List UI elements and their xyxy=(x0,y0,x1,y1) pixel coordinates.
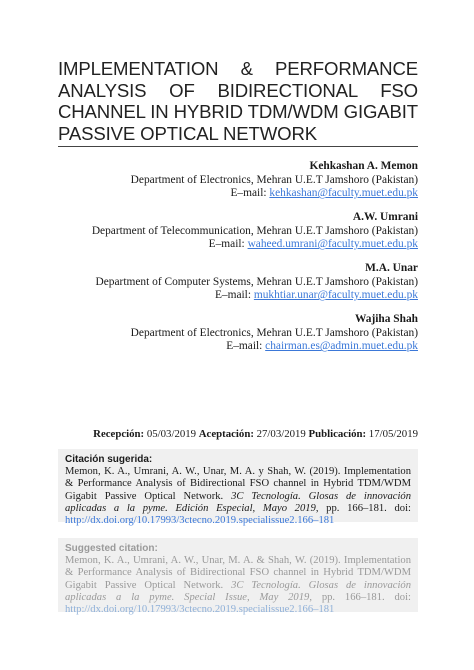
author-department: Department of Electronics, Mehran U.E.T Jamshoro (Pakistan) xyxy=(130,326,418,339)
citation-doi-link[interactable]: http://dx.doi.org/10.17993/3ctecno.2019.specialissue2.166–181 xyxy=(65,515,335,527)
accepted-date: 27/03/2019 xyxy=(253,428,309,440)
citation-box-english xyxy=(58,538,418,616)
author-email-link[interactable]: chairman.es@admin.muet.edu.pk xyxy=(265,340,418,353)
email-label: E–mail: xyxy=(208,238,248,251)
received-label: Recepción: xyxy=(93,428,145,440)
title-line-1: IMPLEMENTATION & PERFORMANCE xyxy=(58,58,418,79)
author-department: Department of Computer Systems, Mehran U.E.T Jamshoro (Pakistan) xyxy=(95,275,418,288)
title-line-3: CHANNEL IN HYBRID TDM/WDM GIGABIT xyxy=(58,101,418,122)
citation-authors-title: Memon, K. A., Umrani, A. W., Unar, M. A. & Shah, W. (2019). Implementation & Performance Analysis of Bidirectional FSO channel in Hybrid TDM/WDM Gigabit Passive Optical Network. xyxy=(65,555,411,591)
author-email-line xyxy=(131,187,418,201)
citation-authors-title: Memon, K. A., Umrani, A. W., Unar, M. A. y Shah, W. (2019). Implementation & Performance Analysis of Bidirectional FSO channel in Hybrid TDM/WDM Gigabit Passive Optical Network. xyxy=(65,466,411,502)
citation-doi-link[interactable]: http://dx.doi.org/10.17993/3ctecno.2019.specialissue2.166–181 xyxy=(65,604,335,616)
citation-heading: Suggested citation: xyxy=(65,543,158,554)
published-label: Publicación: xyxy=(308,428,367,440)
title-line-2: ANALYSIS OF BIDIRECTIONAL FSO xyxy=(58,79,418,101)
author-name: Kehkashan A. Memon xyxy=(309,160,418,172)
email-label: E–mail: xyxy=(230,187,270,200)
author-block-4 xyxy=(131,313,418,354)
author-email-link[interactable]: waheed.umrani@faculty.muet.edu.pk xyxy=(247,238,418,251)
published-date: 17/05/2019 xyxy=(366,428,418,440)
email-label: E–mail: xyxy=(226,340,266,353)
citation-journal: 3C Tecnología. Glosas de innovación aplicadas a la pyme. Special Issue, May 2019 xyxy=(65,579,411,603)
author-department: Department of Electronics, Mehran U.E.T Jamshoro (Pakistan) xyxy=(130,173,418,186)
author-department: Department of Telecommunication, Mehran U.E.T Jamshoro (Pakistan) xyxy=(91,224,418,237)
email-label: E–mail: xyxy=(214,289,254,302)
citation-pages: , pp. 166–181. doi: xyxy=(309,591,411,603)
title-divider xyxy=(58,146,418,147)
citation-text xyxy=(65,555,411,616)
citation-box-spanish xyxy=(58,449,418,527)
author-email-link[interactable]: mukhtiar.unar@faculty.muet.edu.pk xyxy=(253,289,418,302)
paper-title xyxy=(58,58,418,144)
author-name: A.W. Umrani xyxy=(352,211,418,223)
author-name: M.A. Unar xyxy=(365,262,418,274)
author-block-1 xyxy=(131,160,418,201)
title-line-4: PASSIVE OPTICAL NETWORK xyxy=(58,122,317,144)
author-email-line xyxy=(96,289,418,303)
author-block-3 xyxy=(96,262,418,303)
author-email-line xyxy=(92,238,418,252)
accepted-label: Aceptación: xyxy=(198,428,254,440)
author-email-line xyxy=(131,340,418,354)
citation-pages: , pp. 166–181. doi: xyxy=(315,502,411,514)
author-block-2 xyxy=(92,211,418,252)
received-date: 05/03/2019 xyxy=(144,428,199,440)
citation-journal: 3C Tecnología. Glosas de innovación aplicadas a la pyme. Edición Especial, Mayo 2019 xyxy=(65,490,411,514)
citation-text xyxy=(65,466,411,527)
author-email-link[interactable]: kehkashan@faculty.muet.edu.pk xyxy=(269,187,418,200)
citation-heading: Citación sugerida: xyxy=(65,454,153,465)
publication-dates xyxy=(58,428,418,440)
author-name: Wajiha Shah xyxy=(355,313,418,325)
